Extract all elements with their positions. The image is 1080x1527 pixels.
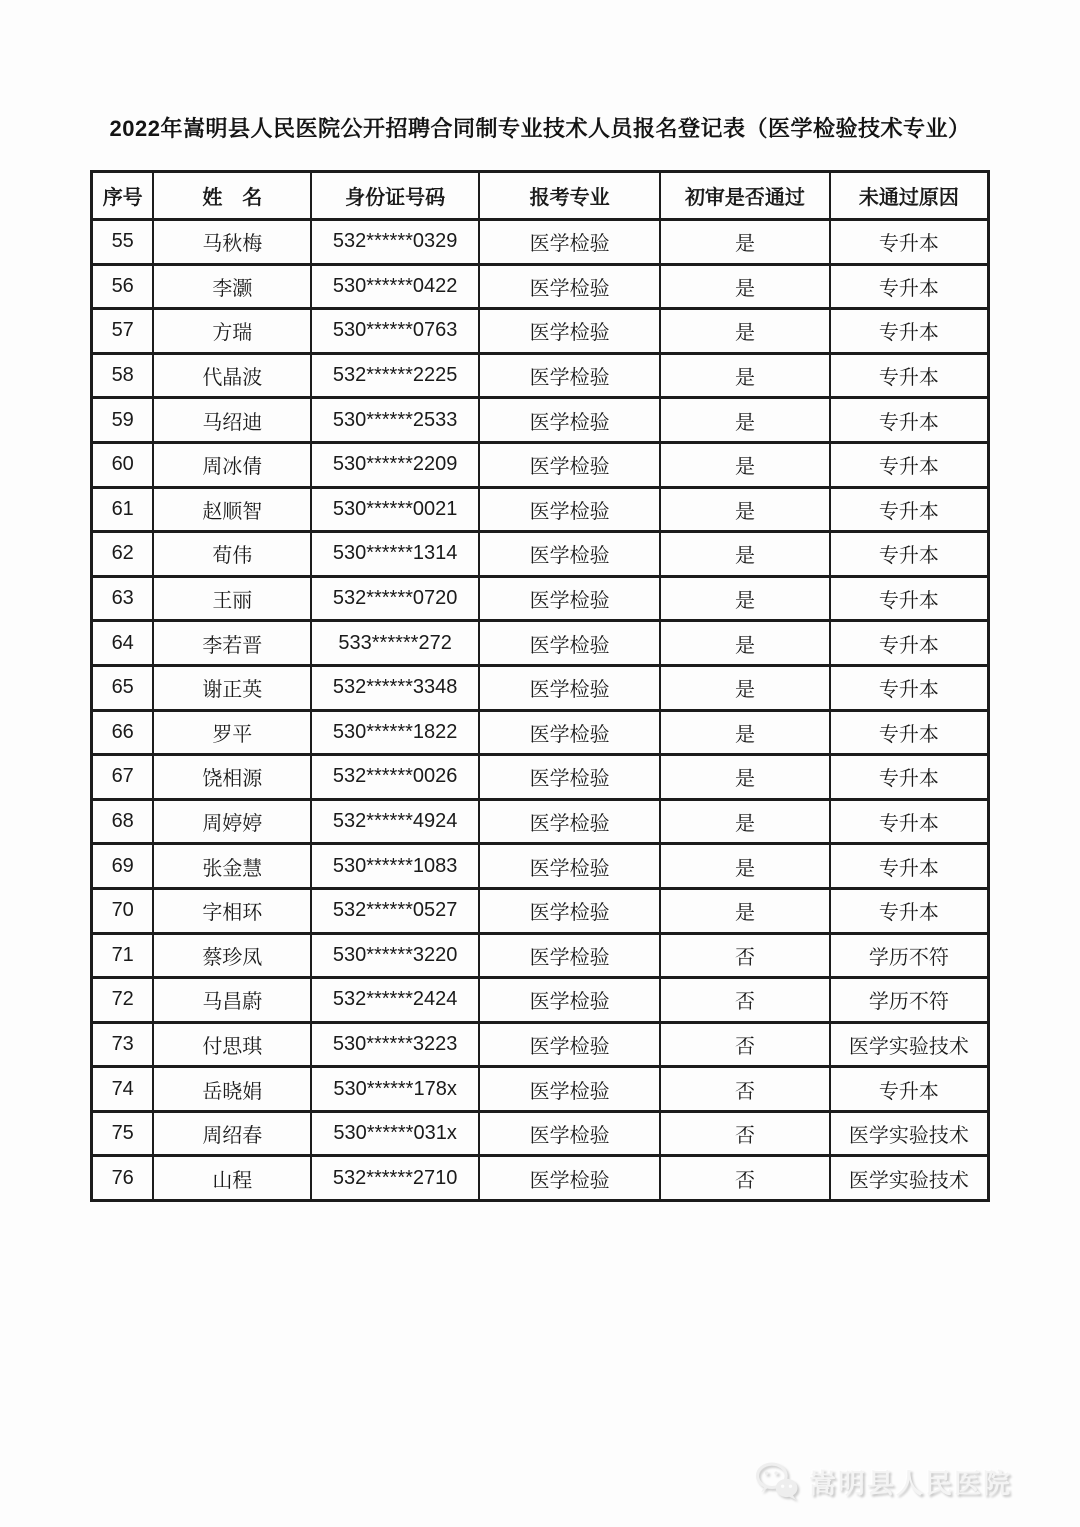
table-row [92,487,989,532]
table-cell: 专升本 [830,398,989,443]
watermark-text: 嵩明县人民医院 [809,1468,1012,1499]
table-cell: 59 [92,398,154,443]
table-cell: 医学检验 [479,710,660,755]
table-cell: 李灏 [153,264,311,309]
table-row [92,576,989,621]
table-cell: 王丽 [153,576,311,621]
table-cell: 专升本 [830,621,989,666]
table-cell: 532******2225 [311,353,479,398]
table-cell: 学历不符 [830,978,989,1023]
table-row [92,309,989,354]
table-cell: 是 [660,710,830,755]
table-cell: 75 [92,1111,154,1156]
table-row [92,532,989,577]
table-cell: 饶相源 [153,755,311,800]
table-cell: 530******1314 [311,532,479,577]
table-cell: 是 [660,398,830,443]
table-cell: 530******178x [311,1067,479,1112]
table-cell: 65 [92,665,154,710]
table-row [92,1111,989,1156]
registration-table [90,170,990,1202]
table-cell: 医学检验 [479,1067,660,1112]
table-row [92,665,989,710]
table-cell: 76 [92,1156,154,1201]
table-cell: 荀伟 [153,532,311,577]
table-cell: 是 [660,353,830,398]
table-cell: 医学检验 [479,1111,660,1156]
column-header-5: 未通过原因 [830,172,989,220]
table-cell: 532******0527 [311,888,479,933]
table-cell: 专升本 [830,844,989,889]
table-cell: 74 [92,1067,154,1112]
table-cell: 李若晋 [153,621,311,666]
table-cell: 是 [660,264,830,309]
table-cell: 72 [92,978,154,1023]
table-cell: 医学检验 [479,621,660,666]
table-cell: 70 [92,888,154,933]
table-cell: 63 [92,576,154,621]
table-cell: 医学检验 [479,532,660,577]
table-cell: 周绍春 [153,1111,311,1156]
table-cell: 山程 [153,1156,311,1201]
table-cell: 医学检验 [479,264,660,309]
table-cell: 专升本 [830,665,989,710]
table-cell: 是 [660,844,830,889]
table-cell: 周婷婷 [153,799,311,844]
table-row [92,978,989,1023]
table-cell: 530******0021 [311,487,479,532]
table-cell: 专升本 [830,353,989,398]
table-cell: 530******1822 [311,710,479,755]
table-cell: 是 [660,621,830,666]
table-cell: 否 [660,1022,830,1067]
table-cell: 医学检验 [479,665,660,710]
table-cell: 张金慧 [153,844,311,889]
table-cell: 532******0329 [311,220,479,265]
table-cell: 否 [660,1111,830,1156]
table-cell: 64 [92,621,154,666]
table-cell: 医学检验 [479,933,660,978]
table-cell: 530******0422 [311,264,479,309]
table-cell: 专升本 [830,532,989,577]
table-cell: 专升本 [830,264,989,309]
table-cell: 是 [660,442,830,487]
table-cell: 62 [92,532,154,577]
table-cell: 61 [92,487,154,532]
table-cell: 医学检验 [479,398,660,443]
table-row [92,621,989,666]
table-cell: 55 [92,220,154,265]
table-cell: 马秋梅 [153,220,311,265]
table-cell: 530******0763 [311,309,479,354]
table-cell: 532******2710 [311,1156,479,1201]
table-row [92,755,989,800]
table-row [92,1156,989,1201]
table-cell: 方瑞 [153,309,311,354]
table-cell: 罗平 [153,710,311,755]
table-cell: 医学检验 [479,888,660,933]
table-cell: 530******1083 [311,844,479,889]
table-cell: 专升本 [830,487,989,532]
table-cell: 医学检验 [479,844,660,889]
table-cell: 谢正英 [153,665,311,710]
table-cell: 专升本 [830,710,989,755]
table-cell: 周冰倩 [153,442,311,487]
table-cell: 532******0026 [311,755,479,800]
table-cell: 67 [92,755,154,800]
table-cell: 蔡珍凤 [153,933,311,978]
table-cell: 马昌蔚 [153,978,311,1023]
table-cell: 是 [660,220,830,265]
table-cell: 否 [660,978,830,1023]
table-cell: 58 [92,353,154,398]
table-cell: 医学检验 [479,978,660,1023]
table-cell: 医学检验 [479,442,660,487]
table-row [92,442,989,487]
table-cell: 赵顺智 [153,487,311,532]
table-cell: 532******0720 [311,576,479,621]
table-row [92,1022,989,1067]
table-cell: 医学检验 [479,1022,660,1067]
table-cell: 医学实验技术 [830,1111,989,1156]
table-cell: 532******2424 [311,978,479,1023]
page-title: 2022年嵩明县人民医院公开招聘合同制专业技术人员报名登记表（医学检验技术专业） [109,116,971,141]
table-cell: 否 [660,933,830,978]
table-cell: 否 [660,1067,830,1112]
table-cell: 57 [92,309,154,354]
table-cell: 是 [660,532,830,577]
table-cell: 73 [92,1022,154,1067]
table-cell: 医学检验 [479,755,660,800]
table-cell: 是 [660,576,830,621]
table-row [92,710,989,755]
table-body [92,220,989,1201]
table-cell: 医学实验技术 [830,1156,989,1201]
table-cell: 60 [92,442,154,487]
table-header-row [92,172,989,220]
table-row [92,1067,989,1112]
table-cell: 530******3220 [311,933,479,978]
table-cell: 专升本 [830,220,989,265]
column-header-1: 姓 名 [153,172,311,220]
wechat-icon [754,1461,800,1501]
table-cell: 岳晓娟 [153,1067,311,1112]
table-cell: 医学检验 [479,309,660,354]
table-cell: 是 [660,665,830,710]
table-cell: 专升本 [830,442,989,487]
table-cell: 学历不符 [830,933,989,978]
table-cell: 是 [660,799,830,844]
table-cell: 是 [660,309,830,354]
table-row [92,844,989,889]
table-cell: 专升本 [830,799,989,844]
column-header-3: 报考专业 [479,172,660,220]
table-cell: 56 [92,264,154,309]
table-cell: 医学检验 [479,220,660,265]
table-cell: 医学实验技术 [830,1022,989,1067]
table-cell: 530******2209 [311,442,479,487]
table-row [92,799,989,844]
table-row [92,264,989,309]
table-cell: 71 [92,933,154,978]
table-cell: 医学检验 [479,487,660,532]
table-cell: 专升本 [830,576,989,621]
table-cell: 530******031x [311,1111,479,1156]
table-cell: 530******3223 [311,1022,479,1067]
table-cell: 付思琪 [153,1022,311,1067]
column-header-2: 身份证号码 [311,172,479,220]
table-cell: 医学检验 [479,799,660,844]
table-cell: 66 [92,710,154,755]
table-cell: 是 [660,888,830,933]
table-row [92,398,989,443]
table-header [92,172,989,220]
table-cell: 是 [660,487,830,532]
watermark [754,1461,1012,1501]
table-cell: 代晶波 [153,353,311,398]
column-header-4: 初审是否通过 [660,172,830,220]
table-row [92,353,989,398]
column-header-0: 序号 [92,172,154,220]
table-cell: 医学检验 [479,1156,660,1201]
table-row [92,933,989,978]
table-cell: 专升本 [830,755,989,800]
table-cell: 530******2533 [311,398,479,443]
table-cell: 医学检验 [479,353,660,398]
table-cell: 医学检验 [479,576,660,621]
table-cell: 是 [660,755,830,800]
table-cell: 马绍迪 [153,398,311,443]
table-cell: 专升本 [830,1067,989,1112]
table-cell: 字相环 [153,888,311,933]
table-cell: 专升本 [830,309,989,354]
table-cell: 532******4924 [311,799,479,844]
table-cell: 533******272 [311,621,479,666]
table-cell: 69 [92,844,154,889]
table-cell: 专升本 [830,888,989,933]
table-cell: 532******3348 [311,665,479,710]
table-row [92,888,989,933]
table-cell: 68 [92,799,154,844]
table-row [92,220,989,265]
table-cell: 否 [660,1156,830,1201]
